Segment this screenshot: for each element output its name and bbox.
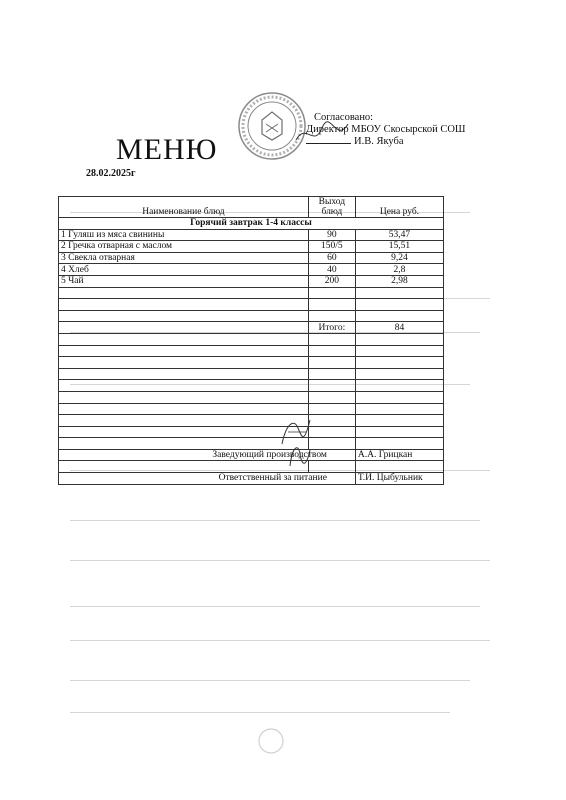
table-row	[59, 229, 444, 241]
signature-row-nutrition	[59, 473, 444, 485]
empty-row	[59, 299, 444, 311]
empty-row	[59, 403, 444, 415]
nutrition-signature	[284, 440, 314, 470]
signature-person: А.А. Грицкан	[355, 449, 443, 461]
empty-row	[59, 415, 444, 427]
signature-row-production	[59, 449, 444, 461]
empty-row	[59, 426, 444, 438]
table-header-row	[59, 197, 444, 218]
dish-name: 3 Свекла отварная	[59, 252, 309, 264]
signature-line	[306, 143, 351, 144]
total-label: Итого:	[308, 322, 355, 334]
dish-output: 150/5	[308, 241, 355, 253]
page-title: МЕНЮ	[116, 133, 218, 166]
dish-output: 90	[308, 229, 355, 241]
signature-role: Ответственный за питание	[59, 473, 356, 485]
empty-row	[59, 357, 444, 369]
header-price: Цена руб.	[355, 197, 443, 218]
empty-row	[59, 391, 444, 403]
dish-price: 9,24	[355, 252, 443, 264]
total-value: 84	[355, 322, 443, 334]
signature-person: Т.И. Цыбульник	[355, 473, 443, 485]
table-row	[59, 252, 444, 264]
signature-role: Заведующий производством	[59, 449, 356, 461]
dish-name: 4 Хлеб	[59, 264, 309, 276]
dish-price: 53,47	[355, 229, 443, 241]
empty-row	[59, 287, 444, 299]
approval-block	[306, 112, 466, 148]
empty-row	[59, 333, 444, 345]
empty-row	[59, 438, 444, 450]
dish-price: 15,51	[355, 241, 443, 253]
total-row	[59, 322, 444, 334]
menu-date: 28.02.2025г	[86, 168, 136, 179]
dish-price: 2,98	[355, 275, 443, 287]
empty-row	[59, 345, 444, 357]
empty-row	[59, 368, 444, 380]
section-row	[59, 218, 444, 230]
empty-row	[59, 310, 444, 322]
header-output: Выход блюд	[308, 197, 355, 218]
table-row	[59, 264, 444, 276]
dish-name: 1 Гуляш из мяса свинины	[59, 229, 309, 241]
menu-table	[58, 196, 444, 485]
dish-output: 60	[308, 252, 355, 264]
table-row	[59, 241, 444, 253]
dish-price: 2,8	[355, 264, 443, 276]
header-name: Наименование блюд	[59, 197, 309, 218]
dish-name: 5 Чай	[59, 275, 309, 287]
section-title: Горячий завтрак 1-4 классы	[59, 218, 444, 230]
empty-row	[59, 380, 444, 392]
dish-name: 2 Гречка отварная с маслом	[59, 241, 309, 253]
empty-row	[59, 461, 444, 473]
approval-label: Согласовано:	[314, 112, 374, 123]
dish-output: 200	[308, 275, 355, 287]
approval-position: Директор МБОУ Скосырской СОШ	[306, 124, 466, 135]
dish-output: 40	[308, 264, 355, 276]
approval-person: И.В. Якуба	[354, 136, 404, 147]
bleed-stamp	[256, 726, 286, 761]
table-row	[59, 275, 444, 287]
